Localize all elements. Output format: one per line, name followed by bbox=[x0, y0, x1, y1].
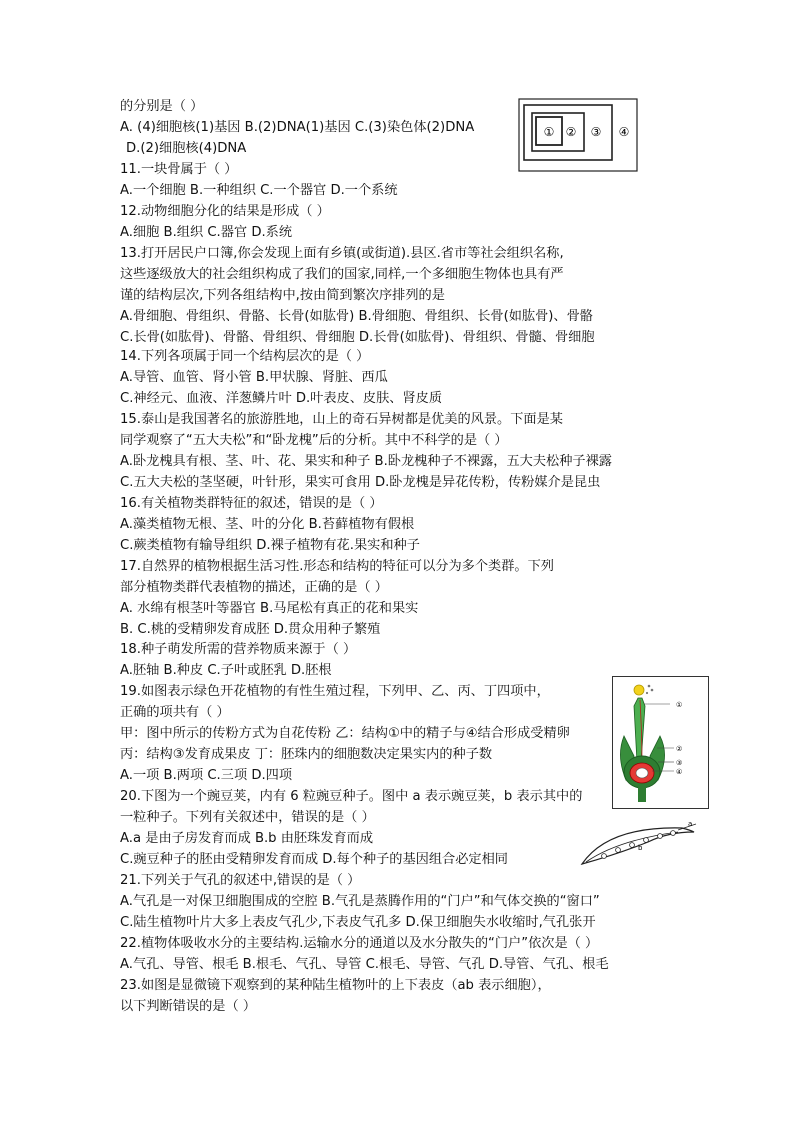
text-line: 12.动物细胞分化的结果是形成（ ） bbox=[120, 204, 330, 219]
box-label-2: ② bbox=[565, 125, 577, 139]
box-label-4: ④ bbox=[618, 125, 630, 139]
flower-label-1: ① bbox=[676, 701, 683, 709]
text-line: 23.如图是显微镜下观察到的某种陆生植物叶的上下表皮（ab 表示细胞）， bbox=[120, 978, 551, 993]
text-line: 部分植物类群代表植物的描述，正确的是（ ） bbox=[120, 580, 388, 595]
text-line: C.神经元、血液、洋葱鳞片叶 D.叶表皮、皮肤、肾皮质 bbox=[120, 391, 443, 406]
text-line: 21.下列关于气孔的叙述中,错误的是（ ） bbox=[120, 873, 361, 888]
text-line: A.骨细胞、骨组织、骨骼、长骨(如肱骨) B.骨细胞、骨组织、长骨(如肱骨)、骨骼 bbox=[120, 309, 593, 324]
text-line: C.蕨类植物有输导组织 D.裸子植物有花.果实和种子 bbox=[120, 538, 420, 553]
text-line: 17.自然界的植物根据生活习性.形态和结构的特征可以分为多个类群。下列 bbox=[120, 559, 554, 574]
text-line: 15.泰山是我国著名的旅游胜地，山上的奇石异树都是优美的风景。下面是某 bbox=[120, 412, 563, 427]
text-line: A.藻类植物无根、茎、叶的分化 B.苔藓植物有假根 bbox=[120, 517, 415, 532]
text-line: A.卧龙槐具有根、茎、叶、花、果实和种子 B.卧龙槐种子不裸露，五大夫松种子裸露 bbox=[120, 454, 612, 469]
box-label-1: ① bbox=[543, 125, 555, 139]
text-line: 以下判断错误的是（ ） bbox=[120, 999, 257, 1014]
text-line: C.长骨(如肱骨)、骨骼、骨组织、骨细胞 D.长骨(如肱骨)、骨组织、骨髓、骨细胞 bbox=[120, 330, 595, 345]
text-line: 谨的结构层次,下列各组结构中,按由简到繁次序排列的是 bbox=[120, 288, 445, 303]
text-line: A.一个细胞 B.一种组织 C.一个器官 D.一个系统 bbox=[120, 183, 398, 198]
box-label-3: ③ bbox=[590, 125, 602, 139]
pod-label-a: a bbox=[688, 820, 693, 828]
text-line: 同学观察了“五大夫松”和“卧龙槐”后的分析。其中不科学的是（ ） bbox=[120, 433, 508, 448]
flower-svg bbox=[612, 676, 709, 809]
text-line: B. C.桃的受精卵发育成胚 D.贯众用种子繁殖 bbox=[120, 622, 381, 637]
flower-label-3: ③ bbox=[676, 759, 683, 767]
pea-pod-figure bbox=[578, 820, 698, 868]
text-line: A. 水绵有根茎叶等器官 B.马尾松有真正的花和果实 bbox=[120, 601, 419, 616]
nested-structure-figure bbox=[518, 98, 638, 172]
text-line: A.气孔是一对保卫细胞围成的空腔 B.气孔是蒸腾作用的“门户”和气体交换的“窗口” bbox=[120, 894, 600, 909]
text-line: A.胚轴 B.种皮 C.子叶或胚乳 D.胚根 bbox=[120, 663, 332, 678]
text-line: 一粒种子。下列有关叙述中，错误的是（ ） bbox=[120, 810, 375, 825]
text-line: 22.植物体吸收水分的主要结构.运输水分的通道以及水分散失的“门户”依次是（ ） bbox=[120, 936, 599, 951]
text-line: 14.下列各项属于同一个结构层次的是（ ） bbox=[120, 349, 370, 364]
text-line: A.一项 B.两项 C.三项 D.四项 bbox=[120, 768, 293, 783]
text-line: 正确的项共有（ ） bbox=[120, 705, 230, 720]
text-line: 19.如图表示绿色开花植物的有性生殖过程，下列甲、乙、丙、丁四项中， bbox=[120, 684, 550, 699]
text-line: C.陆生植物叶片大多上表皮气孔少,下表皮气孔多 D.保卫细胞失水收缩时,气孔张开 bbox=[120, 915, 596, 930]
flower-fertilization-figure bbox=[612, 676, 709, 809]
text-line: 18.种子萌发所需的营养物质来源于（ ） bbox=[120, 642, 357, 657]
text-line: 这些逐级放大的社会组织构成了我们的国家,同样,一个多细胞生物体也具有严 bbox=[120, 267, 564, 282]
text-line: A.导管、血管、肾小管 B.甲状腺、肾脏、西瓜 bbox=[120, 370, 388, 385]
text-line: C.豌豆种子的胚由受精卵发育而成 D.每个种子的基因组合必定相同 bbox=[120, 852, 508, 867]
text-line: 的分别是（ ） bbox=[120, 99, 204, 114]
flower-label-4: ④ bbox=[676, 768, 683, 776]
text-line: 13.打开居民户口簿,你会发现上面有乡镇(或街道).县区.省市等社会组织名称, bbox=[120, 246, 564, 261]
text-line: D.(2)细胞核(4)DNA bbox=[126, 141, 247, 156]
text-line: A. (4)细胞核(1)基因 B.(2)DNA(1)基因 C.(3)染色体(2)DNA bbox=[120, 120, 475, 135]
pod-label-b: b bbox=[638, 844, 643, 852]
text-line: A.细胞 B.组织 C.器官 D.系统 bbox=[120, 225, 293, 240]
text-line: 20.下图为一个豌豆荚，内有 6 粒豌豆种子。图中 a 表示豌豆荚，b 表示其中的 bbox=[120, 789, 583, 804]
text-line: A.a 是由子房发育而成 B.b 由胚珠发育而成 bbox=[120, 831, 374, 846]
flower-label-2: ② bbox=[676, 745, 683, 753]
text-line: 丙：结构③发育成果皮 丁：胚珠内的细胞数决定果实内的种子数 bbox=[120, 747, 493, 762]
text-line: A.气孔、导管、根毛 B.根毛、气孔、导管 C.根毛、导管、气孔 D.导管、气孔、根毛 bbox=[120, 957, 609, 972]
text-line: 甲：图中所示的传粉方式为自花传粉 乙：结构①中的精子与④结合形成受精卵 bbox=[120, 726, 570, 741]
nested-boxes-svg bbox=[518, 98, 638, 172]
text-line: 11.一块骨属于（ ） bbox=[120, 162, 238, 177]
text-line: C.五大夫松的茎坚硬，叶针形，果实可食用 D.卧龙槐是异花传粉，传粉媒介是昆虫 bbox=[120, 475, 601, 490]
pea-pod-svg bbox=[578, 820, 698, 868]
text-line: 16.有关植物类群特征的叙述，错误的是（ ） bbox=[120, 496, 383, 511]
